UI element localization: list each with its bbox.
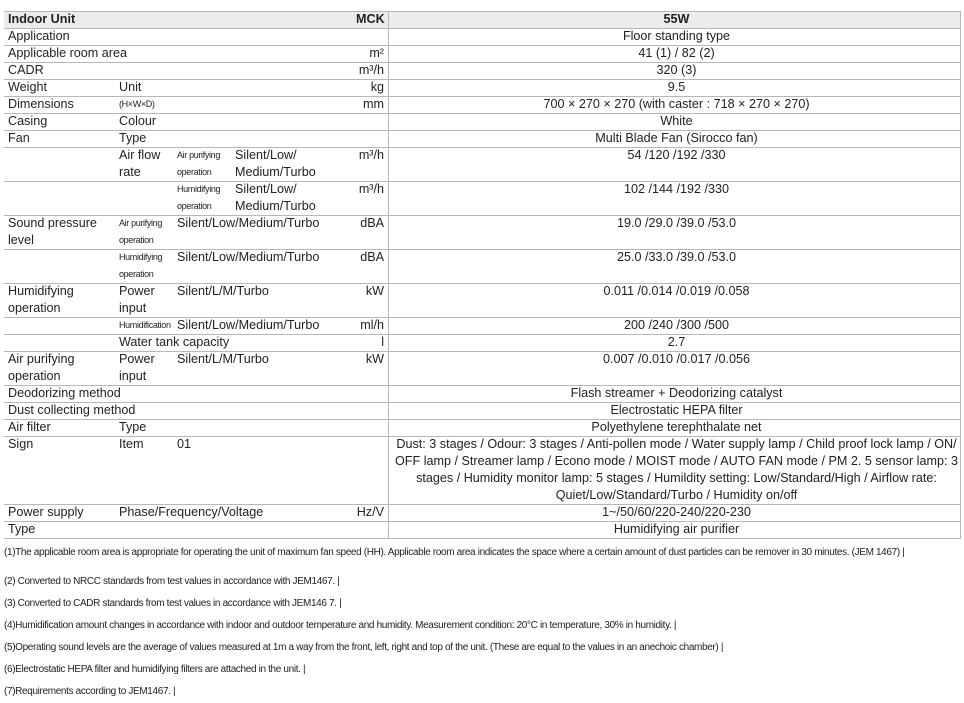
table-row: [4, 419, 961, 436]
row-unit: dBA: [360, 216, 384, 230]
row-unit: m³/h: [358, 182, 384, 196]
footnote: (2) Converted to NRCC standards from test values in accordance with JEM1467. |: [4, 576, 340, 587]
row-divider: [4, 521, 961, 522]
mode-label: Air purifying: [119, 218, 162, 228]
row-value: 102 /144 /192 /330: [623, 182, 730, 196]
row-label: Air filter: [8, 420, 51, 434]
row-divider: [4, 28, 961, 29]
table-row: [4, 113, 961, 130]
row-label: Dimensions: [8, 97, 74, 111]
row-divider: [4, 334, 961, 335]
row-value: 19.0 /29.0 /39.0 /53.0: [616, 216, 737, 230]
row-divider: [4, 96, 961, 97]
row-value: 0.011 /0.014 /0.019 /0.058: [603, 284, 750, 298]
airflow-label-line2: rate: [119, 165, 141, 179]
row-label: Sign: [8, 437, 34, 451]
header-model: 55W: [663, 12, 690, 26]
sign-item-number: 01: [177, 437, 192, 451]
table-row: [4, 402, 961, 419]
row-sublabel: (H×W×D): [119, 99, 155, 109]
row-label: level: [8, 233, 34, 247]
row-divider: [4, 113, 961, 114]
row-divider: [4, 436, 961, 437]
row-sublabel: Type: [119, 420, 147, 434]
column-divider: [388, 11, 389, 538]
table-row: [4, 147, 961, 181]
row-unit: l: [381, 335, 384, 349]
row-unit: ml/h: [360, 318, 384, 332]
table-row: [4, 130, 961, 147]
row-sublabel: Type: [119, 131, 147, 145]
row-value: 320 (3): [656, 63, 697, 77]
row-value: 0.007 /0.010 /0.017 /0.056: [602, 352, 751, 366]
row-label: Fan: [8, 131, 30, 145]
row-divider: [4, 79, 961, 80]
speed-label: Silent/Low/: [235, 148, 297, 162]
speed-label: Silent/Low/Medium/Turbo: [177, 250, 320, 264]
mode-label: operation: [119, 235, 154, 245]
row-divider: [4, 317, 961, 318]
mode-label: operation: [119, 269, 154, 279]
row-divider: [4, 504, 961, 505]
header-mck: MCK: [356, 12, 385, 26]
row-label: CADR: [8, 63, 44, 77]
row-unit: kg: [370, 80, 384, 94]
row-value: 2.7: [667, 335, 686, 349]
row-unit: m³/h: [358, 63, 384, 77]
row-value: Multi Blade Fan (Sirocco fan): [595, 131, 758, 145]
header-indoor-unit: Indoor Unit: [8, 12, 76, 26]
speed-label: Silent/Low/: [235, 182, 297, 196]
row-sublabel: input: [119, 369, 147, 383]
column-divider: [960, 11, 961, 538]
row-sublabel: Colour: [119, 114, 157, 128]
row-divider: [4, 181, 961, 182]
row-divider: [4, 62, 961, 63]
table-row: [4, 385, 961, 402]
footnote: (5)Operating sound levels are the average of values measured at 1m a way from the front, left, right and top of the unit. (These are equal to the values in an anechoic chamber) |: [4, 642, 724, 653]
row-divider: [4, 11, 961, 12]
row-label: Applicable room area: [8, 46, 128, 60]
row-value: Flash streamer + Deodorizing catalyst: [570, 386, 783, 400]
row-label: operation: [8, 369, 61, 383]
speed-label: Silent/Low/Medium/Turbo: [177, 216, 320, 230]
row-divider: [4, 419, 961, 420]
row-label: Sound pressure: [8, 216, 97, 230]
speed-label: Silent/L/M/Turbo: [177, 352, 269, 366]
row-value: 41 (1) / 82 (2): [638, 46, 715, 60]
row-divider: [4, 351, 961, 352]
row-label: Application: [8, 29, 70, 43]
footnote: (6)Electrostatic HEPA filter and humidifying filters are attached in the unit. |: [4, 664, 306, 675]
table-row: [4, 215, 961, 249]
row-unit: m³/h: [358, 148, 384, 162]
row-sublabel: Power: [119, 352, 155, 366]
table-row: [4, 521, 961, 538]
row-sublabel: input: [119, 301, 147, 315]
table-row: [4, 283, 961, 317]
table-row: [4, 28, 961, 45]
table-row: [4, 79, 961, 96]
row-divider: [4, 249, 961, 250]
row-unit: kW: [365, 352, 384, 366]
row-label: Casing: [8, 114, 48, 128]
row-value: 1~/50/60/220-240/220-230: [602, 505, 751, 519]
speed-label: Silent/L/M/Turbo: [177, 284, 269, 298]
mode-label: Humidifying: [119, 252, 163, 262]
row-unit: Hz/V: [356, 505, 384, 519]
row-label: Power supply: [8, 505, 84, 519]
row-divider: [4, 402, 961, 403]
row-divider: [4, 130, 961, 131]
row-sublabel: Phase/Frequency/Voltage: [119, 505, 264, 519]
row-unit: dBA: [360, 250, 384, 264]
row-value: 9.5: [667, 80, 686, 94]
row-unit: kW: [365, 284, 384, 298]
row-label: Weight: [8, 80, 47, 94]
airflow-label-line1: Air flow: [119, 148, 161, 162]
row-sublabel: Humidification: [119, 320, 171, 330]
row-label: operation: [8, 301, 61, 315]
row-value: 700 × 270 × 270 (with caster : 718 × 270 × 270): [543, 97, 810, 111]
table-row: [4, 334, 961, 351]
table-row: [4, 45, 961, 62]
row-sublabel: Water tank capacity: [119, 335, 230, 349]
table-row: [4, 436, 961, 504]
row-sublabel: Unit: [119, 80, 142, 94]
mode-label: operation: [177, 201, 212, 211]
footnote: (1)The applicable room area is appropriate for operating the unit of maximum fan speed (HH). Applicable room area indicates the space where a certain amount of dust particles can be remover in 30 minutes. (JEM 1467) |: [4, 547, 905, 558]
row-value: Electrostatic HEPA filter: [610, 403, 743, 417]
row-unit: m²: [369, 46, 384, 60]
row-divider: [4, 215, 961, 216]
row-divider: [4, 45, 961, 46]
table-row: [4, 504, 961, 521]
row-divider: [4, 283, 961, 284]
row-value: Polyethylene terephthalate net: [591, 420, 762, 434]
table-row: [4, 96, 961, 113]
row-label: Humidifying: [8, 284, 74, 298]
footnote: (7)Requirements according to JEM1467. |: [4, 686, 176, 697]
row-value: 54 /120 /192 /330: [627, 148, 726, 162]
row-sublabel: Power: [119, 284, 155, 298]
table-row: [4, 249, 961, 283]
row-label: Type: [8, 522, 36, 536]
table-row: [4, 62, 961, 79]
mode-label: Air purifying: [177, 150, 220, 160]
row-value: Floor standing type: [622, 29, 731, 43]
row-value: Humidifying air purifier: [613, 522, 740, 536]
sign-value: Dust: 3 stages / Odour: 3 stages / Anti-pollen mode / Water supply lamp / Child proof lock lamp / ON/ OFF lamp / Streamer lamp / Econo mode / MOIST mode / AUTO FAN mode / PM 2. 5 sensor lamp: 3 stages / Humidity monitor lamp: 5 stages / Humildity setting: Low/Standard/High / Airflow rate: Quiet/Low/Standard/Turbo / Humidity on/off: [395, 437, 958, 502]
table-row: [4, 317, 961, 334]
row-value: 200 /240 /300 /500: [623, 318, 730, 332]
row-unit: mm: [363, 97, 384, 111]
footnote: (4)Humidification amount changes in accordance with indoor and outdoor temperature and humidity. Measurement condition: 20°C in temperature, 30% in humidity. |: [4, 620, 677, 631]
speed-label: Medium/Turbo: [235, 199, 316, 213]
row-label: Air purifying: [8, 352, 75, 366]
speed-label: Medium/Turbo: [235, 165, 316, 179]
table-row: [4, 181, 961, 215]
row-value: 25.0 /33.0 /39.0 /53.0: [616, 250, 737, 264]
table-header: [4, 11, 961, 28]
row-divider: [4, 385, 961, 386]
speed-label: Silent/Low/Medium/Turbo: [177, 318, 320, 332]
row-label: Deodorizing method: [8, 386, 121, 400]
row-value: White: [660, 114, 693, 128]
row-divider: [4, 538, 961, 539]
mode-label: operation: [177, 167, 212, 177]
row-sublabel: Item: [119, 437, 144, 451]
table-row: [4, 351, 961, 385]
row-divider: [4, 147, 961, 148]
footnote: (3) Converted to CADR standards from test values in accordance with JEM146 7. |: [4, 598, 342, 609]
mode-label: Humidifying: [177, 184, 221, 194]
row-label: Dust collecting method: [8, 403, 136, 417]
